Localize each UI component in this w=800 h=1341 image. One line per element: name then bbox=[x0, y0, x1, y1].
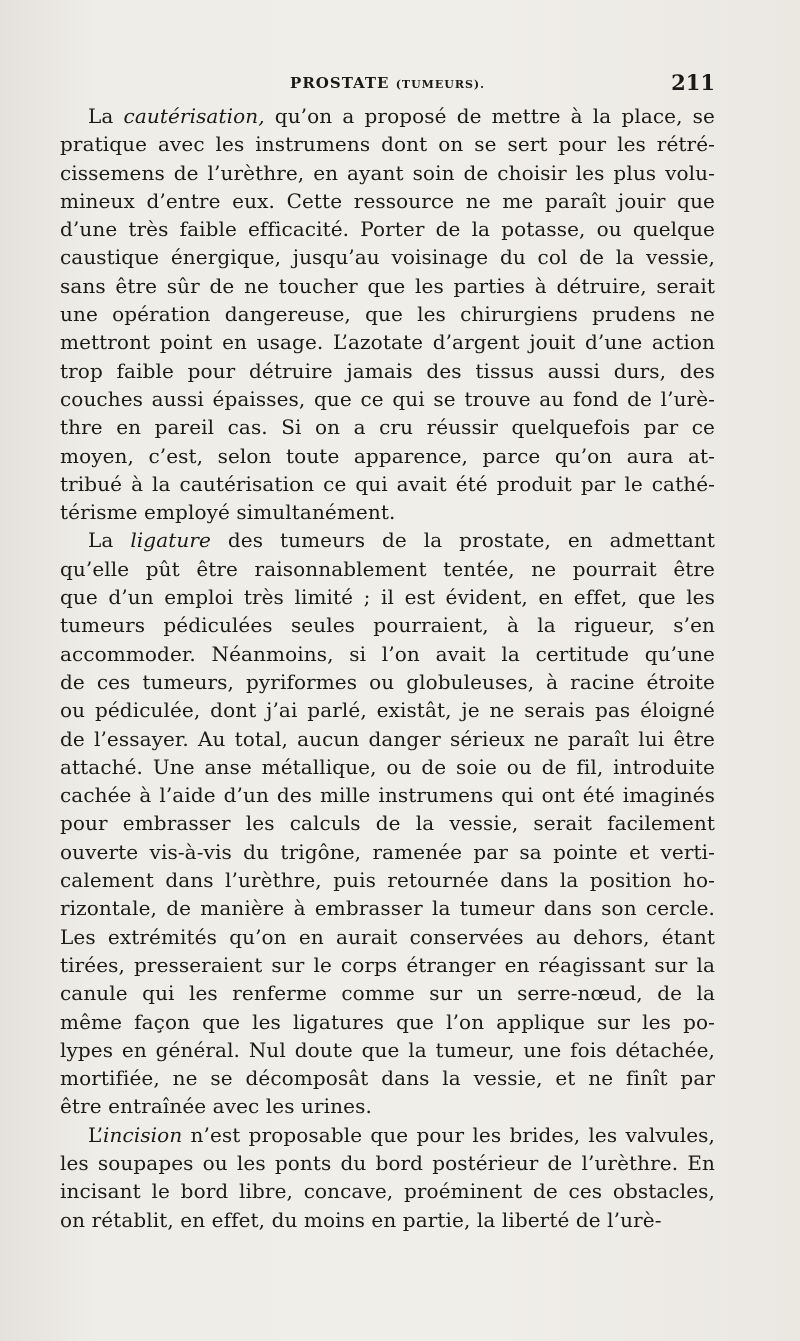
text-line: être entraînée avec les urines. bbox=[60, 1094, 372, 1119]
text-line: ou pédiculée, dont j’ai parlé, existât, je ne serais pas éloigné bbox=[60, 698, 715, 723]
text-line: même façon que les ligatures que l’on applique sur les po- bbox=[60, 1009, 715, 1034]
running-title bbox=[60, 74, 715, 92]
text-segment: La bbox=[88, 528, 131, 553]
text-line: cissemens de l’urèthre, en ayant soin de choisir les plus volu- bbox=[60, 160, 715, 185]
text-line: les soupapes ou les ponts du bord postérieur de l’urèthre. En bbox=[60, 1150, 715, 1175]
text-line bbox=[60, 1121, 715, 1149]
running-title-main: PROSTATE bbox=[290, 74, 390, 92]
running-title-subtitle: (TUMEURS). bbox=[395, 78, 485, 91]
text-line: tribué à la cautérisation ce qui avait été produit par le cathé- bbox=[60, 471, 715, 496]
text-line: attaché. Une anse métallique, ou de soie ou de fil, introduite bbox=[60, 754, 715, 779]
text-segment: n’est proposable que pour les brides, les valvules, bbox=[182, 1122, 715, 1147]
text-line: pratique avec les instrumens dont on se sert pour les rétré- bbox=[60, 132, 715, 157]
text-line: de l’essayer. Au total, aucun danger sérieux ne paraît lui être bbox=[60, 726, 715, 751]
text-line: moyen, c’est, selon toute apparence, parce qu’on aura at- bbox=[60, 443, 715, 468]
text-segment: L’ bbox=[88, 1122, 104, 1147]
text-line: térisme employé simultanément. bbox=[60, 500, 396, 525]
text-line: mineux d’entre eux. Cette ressource ne me paraît jouir que bbox=[60, 188, 715, 213]
text-segment: qu’on a proposé de mettre à la place, se bbox=[264, 104, 715, 128]
page-header bbox=[60, 70, 715, 100]
text-line bbox=[60, 102, 715, 130]
italic-term: incision bbox=[103, 1122, 183, 1147]
text-segment: La bbox=[88, 104, 124, 128]
page-number: 211 bbox=[671, 70, 715, 95]
text-line: caustique énergique, jusqu’au voisinage du col de la vessie, bbox=[60, 245, 715, 270]
text-line: pour embrasser les calculs de la vessie, serait facilement bbox=[60, 811, 715, 836]
text-line: qu’elle pût être raisonnablement tentée, ne pourrait être bbox=[60, 556, 715, 581]
text-segment: des tumeurs de la prostate, en admettant bbox=[210, 528, 715, 553]
text-line: mettront point en usage. L’azotate d’argent jouit d’une action bbox=[60, 330, 715, 355]
text-line: thre en pareil cas. Si on a cru réussir quelquefois par ce bbox=[60, 415, 715, 440]
text-line: que d’un emploi très limité ; il est évident, en effet, que les bbox=[60, 585, 715, 610]
text-line: une opération dangereuse, que les chirurgiens prudens ne bbox=[60, 302, 715, 327]
text-line: accommoder. Néanmoins, si l’on avait la certitude qu’une bbox=[60, 641, 715, 666]
text-line: ouverte vis-à-vis du trigône, ramenée par sa pointe et verti- bbox=[60, 839, 715, 864]
text-line: tirées, presseraient sur le corps étranger en réagissant sur la bbox=[60, 952, 715, 977]
text-line: canule qui les renferme comme sur un serre-nœud, de la bbox=[60, 981, 715, 1006]
text-line: calement dans l’urèthre, puis retournée dans la position ho- bbox=[60, 868, 715, 893]
text-line: trop faible pour détruire jamais des tissus aussi durs, des bbox=[60, 358, 715, 383]
text-line: cachée à l’aide d’un des mille instrumens qui ont été imaginés bbox=[60, 783, 715, 808]
italic-term: ligature bbox=[130, 528, 211, 553]
text-line: Les extrémités qu’on en aurait conservées au dehors, étant bbox=[60, 924, 715, 949]
text-line: sans être sûr de ne toucher que les parties à détruire, serait bbox=[60, 273, 715, 298]
text-line: couches aussi épaisses, que ce qui se trouve au fond de l’urè- bbox=[60, 386, 715, 411]
page-body-text bbox=[60, 102, 715, 1234]
text-line bbox=[60, 526, 715, 554]
text-line: incisant le bord libre, concave, proéminent de ces obstacles, bbox=[60, 1179, 715, 1204]
text-line: rizontale, de manière à embrasser la tumeur dans son cercle. bbox=[60, 896, 715, 921]
text-line: on rétablit, en effet, du moins en partie, la liberté de l’urè- bbox=[60, 1207, 662, 1232]
text-line: lypes en général. Nul doute que la tumeur, une fois détachée, bbox=[60, 1037, 715, 1062]
text-line: de ces tumeurs, pyriformes ou globuleuses, à racine étroite bbox=[60, 669, 715, 694]
text-line: mortifiée, ne se décomposât dans la vessie, et ne finît par bbox=[60, 1066, 715, 1091]
italic-term: cautérisation, bbox=[123, 104, 265, 128]
text-line: tumeurs pédiculées seules pourraient, à la rigueur, s’en bbox=[60, 613, 715, 638]
text-line: d’une très faible efficacité. Porter de la potasse, ou quelque bbox=[60, 217, 715, 242]
